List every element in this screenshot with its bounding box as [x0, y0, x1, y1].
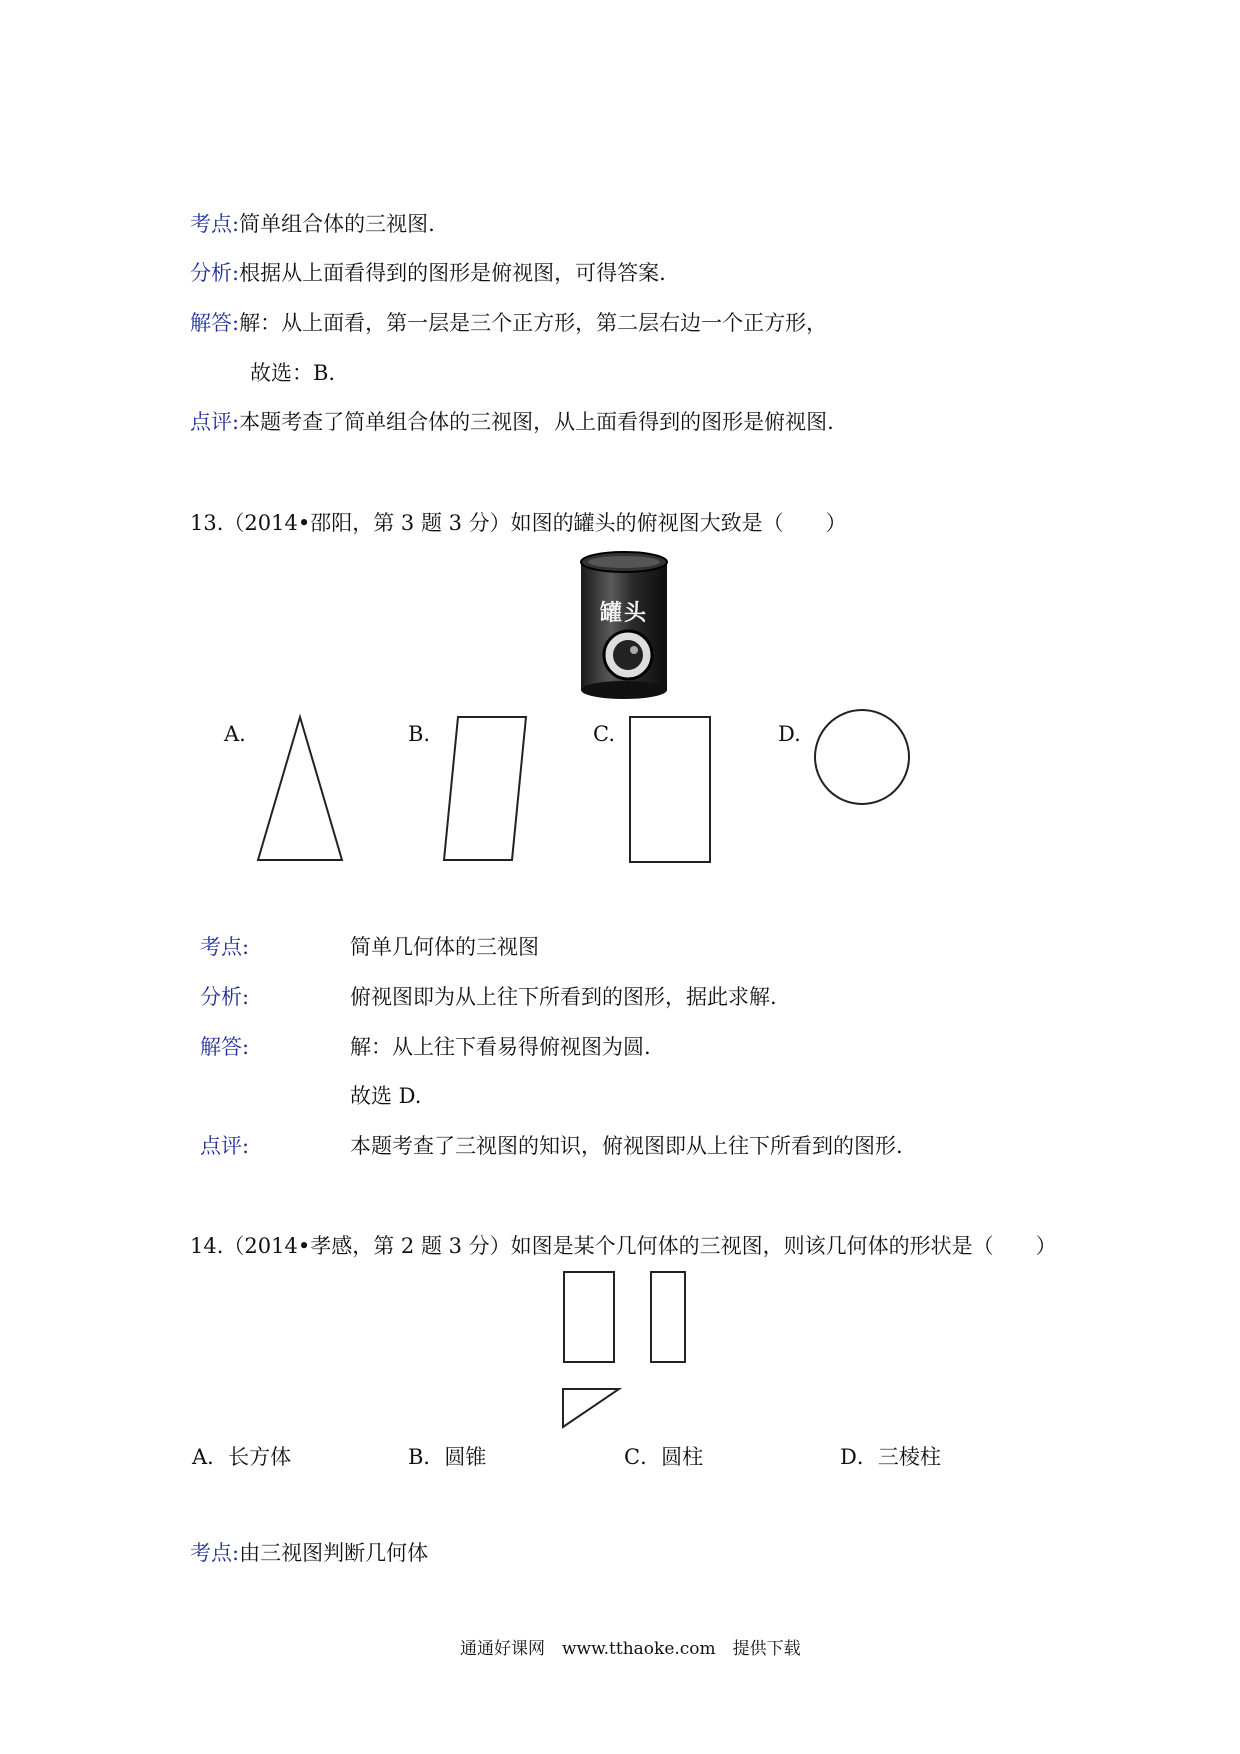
jieda-text: 解：从上面看，第一层是三个正方形，第二层右边一个正方形，	[239, 311, 828, 335]
side-view-shape	[649, 1270, 689, 1366]
block2-answer: 故选 D.	[350, 1084, 422, 1108]
q13-option-b: B.	[408, 722, 431, 746]
block1-fenxi	[190, 259, 666, 287]
fenxi-label: 分析:	[190, 261, 240, 285]
triangle-shape	[255, 715, 345, 865]
block2-kaodian-text: 简单几何体的三视图	[350, 935, 539, 959]
rectangle-shape	[628, 715, 714, 865]
block3-kaodian	[190, 1539, 428, 1567]
q14-stem: 14.（2014•孝感，第 2 题 3 分）如图是某个几何体的三视图，则该几何体的形状是（ ）	[190, 1234, 1057, 1258]
block2-fenxi-text: 俯视图即为从上往下所看到的图形，据此求解.	[350, 985, 777, 1009]
q14-option-b: B．圆锥	[408, 1445, 487, 1469]
footer-text: 通通好课网 www.tthaoke.com 提供下载	[460, 1639, 801, 1659]
front-view-shape	[562, 1270, 618, 1366]
dianping-text: 本题考查了简单组合体的三视图，从上面看得到的图形是俯视图.	[239, 410, 834, 434]
block1-jieda	[190, 309, 827, 337]
jieda-label: 解答:	[190, 311, 240, 335]
block2-kaodian-label: 考点:	[200, 935, 250, 959]
block2-fenxi-label: 分析:	[200, 985, 250, 1009]
kaodian-label: 考点:	[190, 212, 240, 236]
q14-option-d: D．三棱柱	[840, 1445, 941, 1469]
circle-shape	[812, 707, 912, 807]
top-view-shape	[561, 1387, 623, 1431]
block2-jieda-label: 解答:	[200, 1035, 250, 1059]
block1-kaodian	[190, 210, 435, 238]
can-label: 罐头	[600, 601, 649, 626]
fenxi-text: 根据从上面看得到的图形是俯视图，可得答案.	[239, 261, 666, 285]
block2-jieda-text: 解：从上往下看易得俯视图为圆.	[350, 1035, 651, 1059]
kaodian-text: 由三视图判断几何体	[239, 1541, 429, 1565]
block2-dianping-label: 点评:	[200, 1134, 250, 1158]
q13-option-a: A.	[224, 722, 246, 746]
block1-dianping	[190, 408, 834, 436]
q14-option-c: C．圆柱	[624, 1445, 704, 1469]
dianping-label: 点评:	[190, 410, 240, 434]
kaodian-text: 简单组合体的三视图.	[239, 212, 435, 236]
kaodian-label: 考点:	[190, 1541, 240, 1565]
q13-stem: 13.（2014•邵阳，第 3 题 3 分）如图的罐头的俯视图大致是（ ）	[190, 511, 847, 535]
q13-option-d: D.	[778, 722, 801, 746]
block1-answer: 故选：B.	[250, 361, 336, 385]
q14-option-a: A．长方体	[192, 1445, 292, 1469]
block2-dianping-text: 本题考查了三视图的知识，俯视图即从上往下所看到的图形.	[350, 1134, 903, 1158]
parallelogram-shape	[440, 715, 530, 865]
q13-option-c: C.	[593, 722, 615, 746]
